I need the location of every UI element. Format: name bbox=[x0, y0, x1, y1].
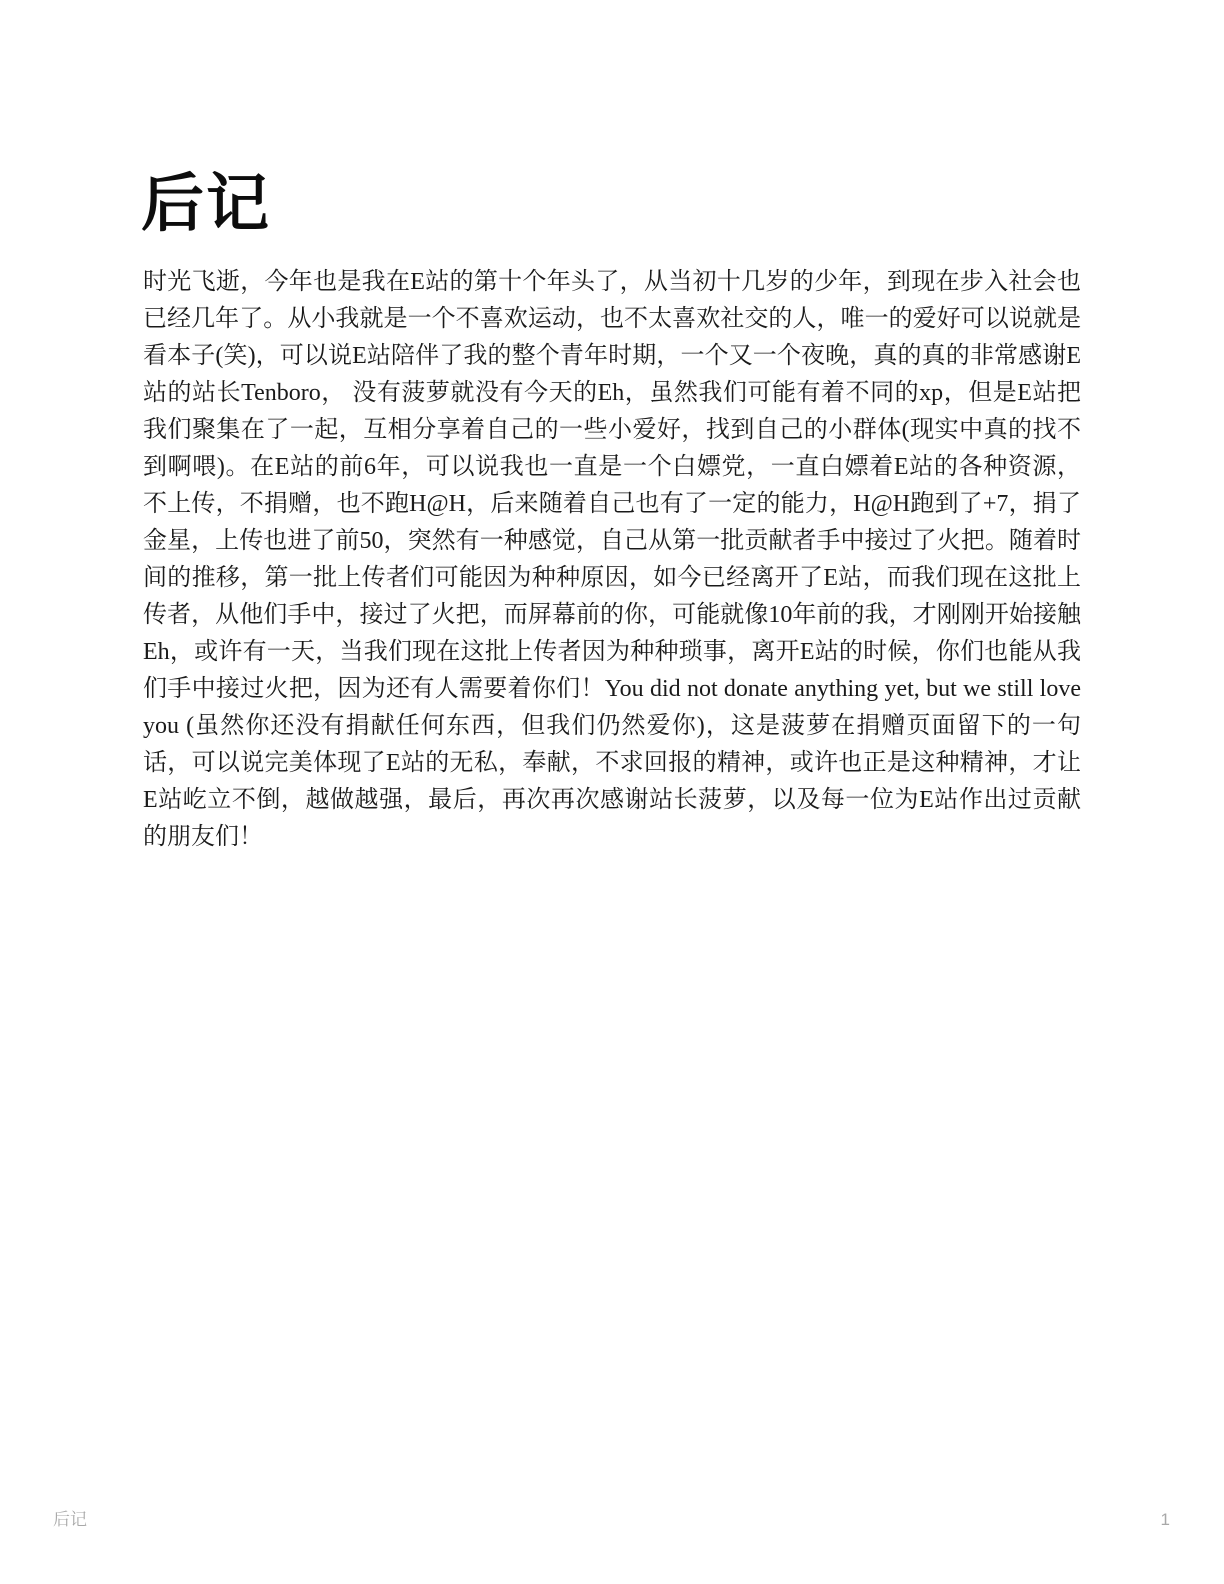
body-line: 到啊喂)。在E站的前6年，可以说我也一直是一个白嫖党，一直白嫖着E站的各种资源， bbox=[143, 454, 1081, 480]
body-line: 看本子(笑)，可以说E站陪伴了我的整个青年时期，一个又一个夜晚，真的真的非常感谢E bbox=[143, 343, 1081, 369]
body-line: 们手中接过火把，因为还有人需要着你们！You did not donate anything yet, but we still love bbox=[143, 676, 1081, 702]
body-line: 金星，上传也进了前50，突然有一种感觉，自己从第一批贡献者手中接过了火把。随着时 bbox=[143, 528, 1081, 554]
body-paragraph bbox=[143, 264, 1081, 856]
body-line: 的朋友们！ bbox=[143, 824, 263, 850]
body-line: you (虽然你还没有捐献任何东西，但我们仍然爱你)，这是菠萝在捐赠页面留下的一句 bbox=[143, 713, 1081, 739]
body-line: 时光飞逝，今年也是我在E站的第十个年头了，从当初十几岁的少年，到现在步入社会也 bbox=[143, 269, 1081, 295]
body-line: E站屹立不倒，越做越强，最后，再次再次感谢站长菠萝，以及每一位为E站作出过贡献 bbox=[143, 787, 1081, 813]
body-line: 不上传，不捐赠，也不跑H@H，后来随着自己也有了一定的能力，H@H跑到了+7，捐了 bbox=[143, 491, 1081, 517]
body-line: 站的站长Tenboro， 没有菠萝就没有今天的Eh，虽然我们可能有着不同的xp，但是E站把 bbox=[143, 380, 1081, 406]
body-line: 已经几年了。从小我就是一个不喜欢运动，也不太喜欢社交的人，唯一的爱好可以说就是 bbox=[143, 306, 1081, 332]
page-title: 后记 bbox=[141, 169, 271, 240]
body-line: 话，可以说完美体现了E站的无私，奉献，不求回报的精神，或许也正是这种精神，才让 bbox=[143, 750, 1081, 776]
body-line: 传者，从他们手中，接过了火把，而屏幕前的你，可能就像10年前的我，才刚刚开始接触 bbox=[143, 602, 1081, 628]
body-line: Eh，或许有一天，当我们现在这批上传者因为种种琐事，离开E站的时候，你们也能从我 bbox=[143, 639, 1081, 665]
footer-page-number: 1 bbox=[1160, 1510, 1170, 1529]
page-footer bbox=[0, 1506, 1224, 1534]
body-line: 间的推移，第一批上传者们可能因为种种原因，如今已经离开了E站，而我们现在这批上 bbox=[143, 565, 1081, 591]
body-line: 我们聚集在了一起，互相分享着自己的一些小爱好，找到自己的小群体(现实中真的找不 bbox=[143, 417, 1081, 443]
footer-section-label: 后记 bbox=[53, 1510, 87, 1529]
